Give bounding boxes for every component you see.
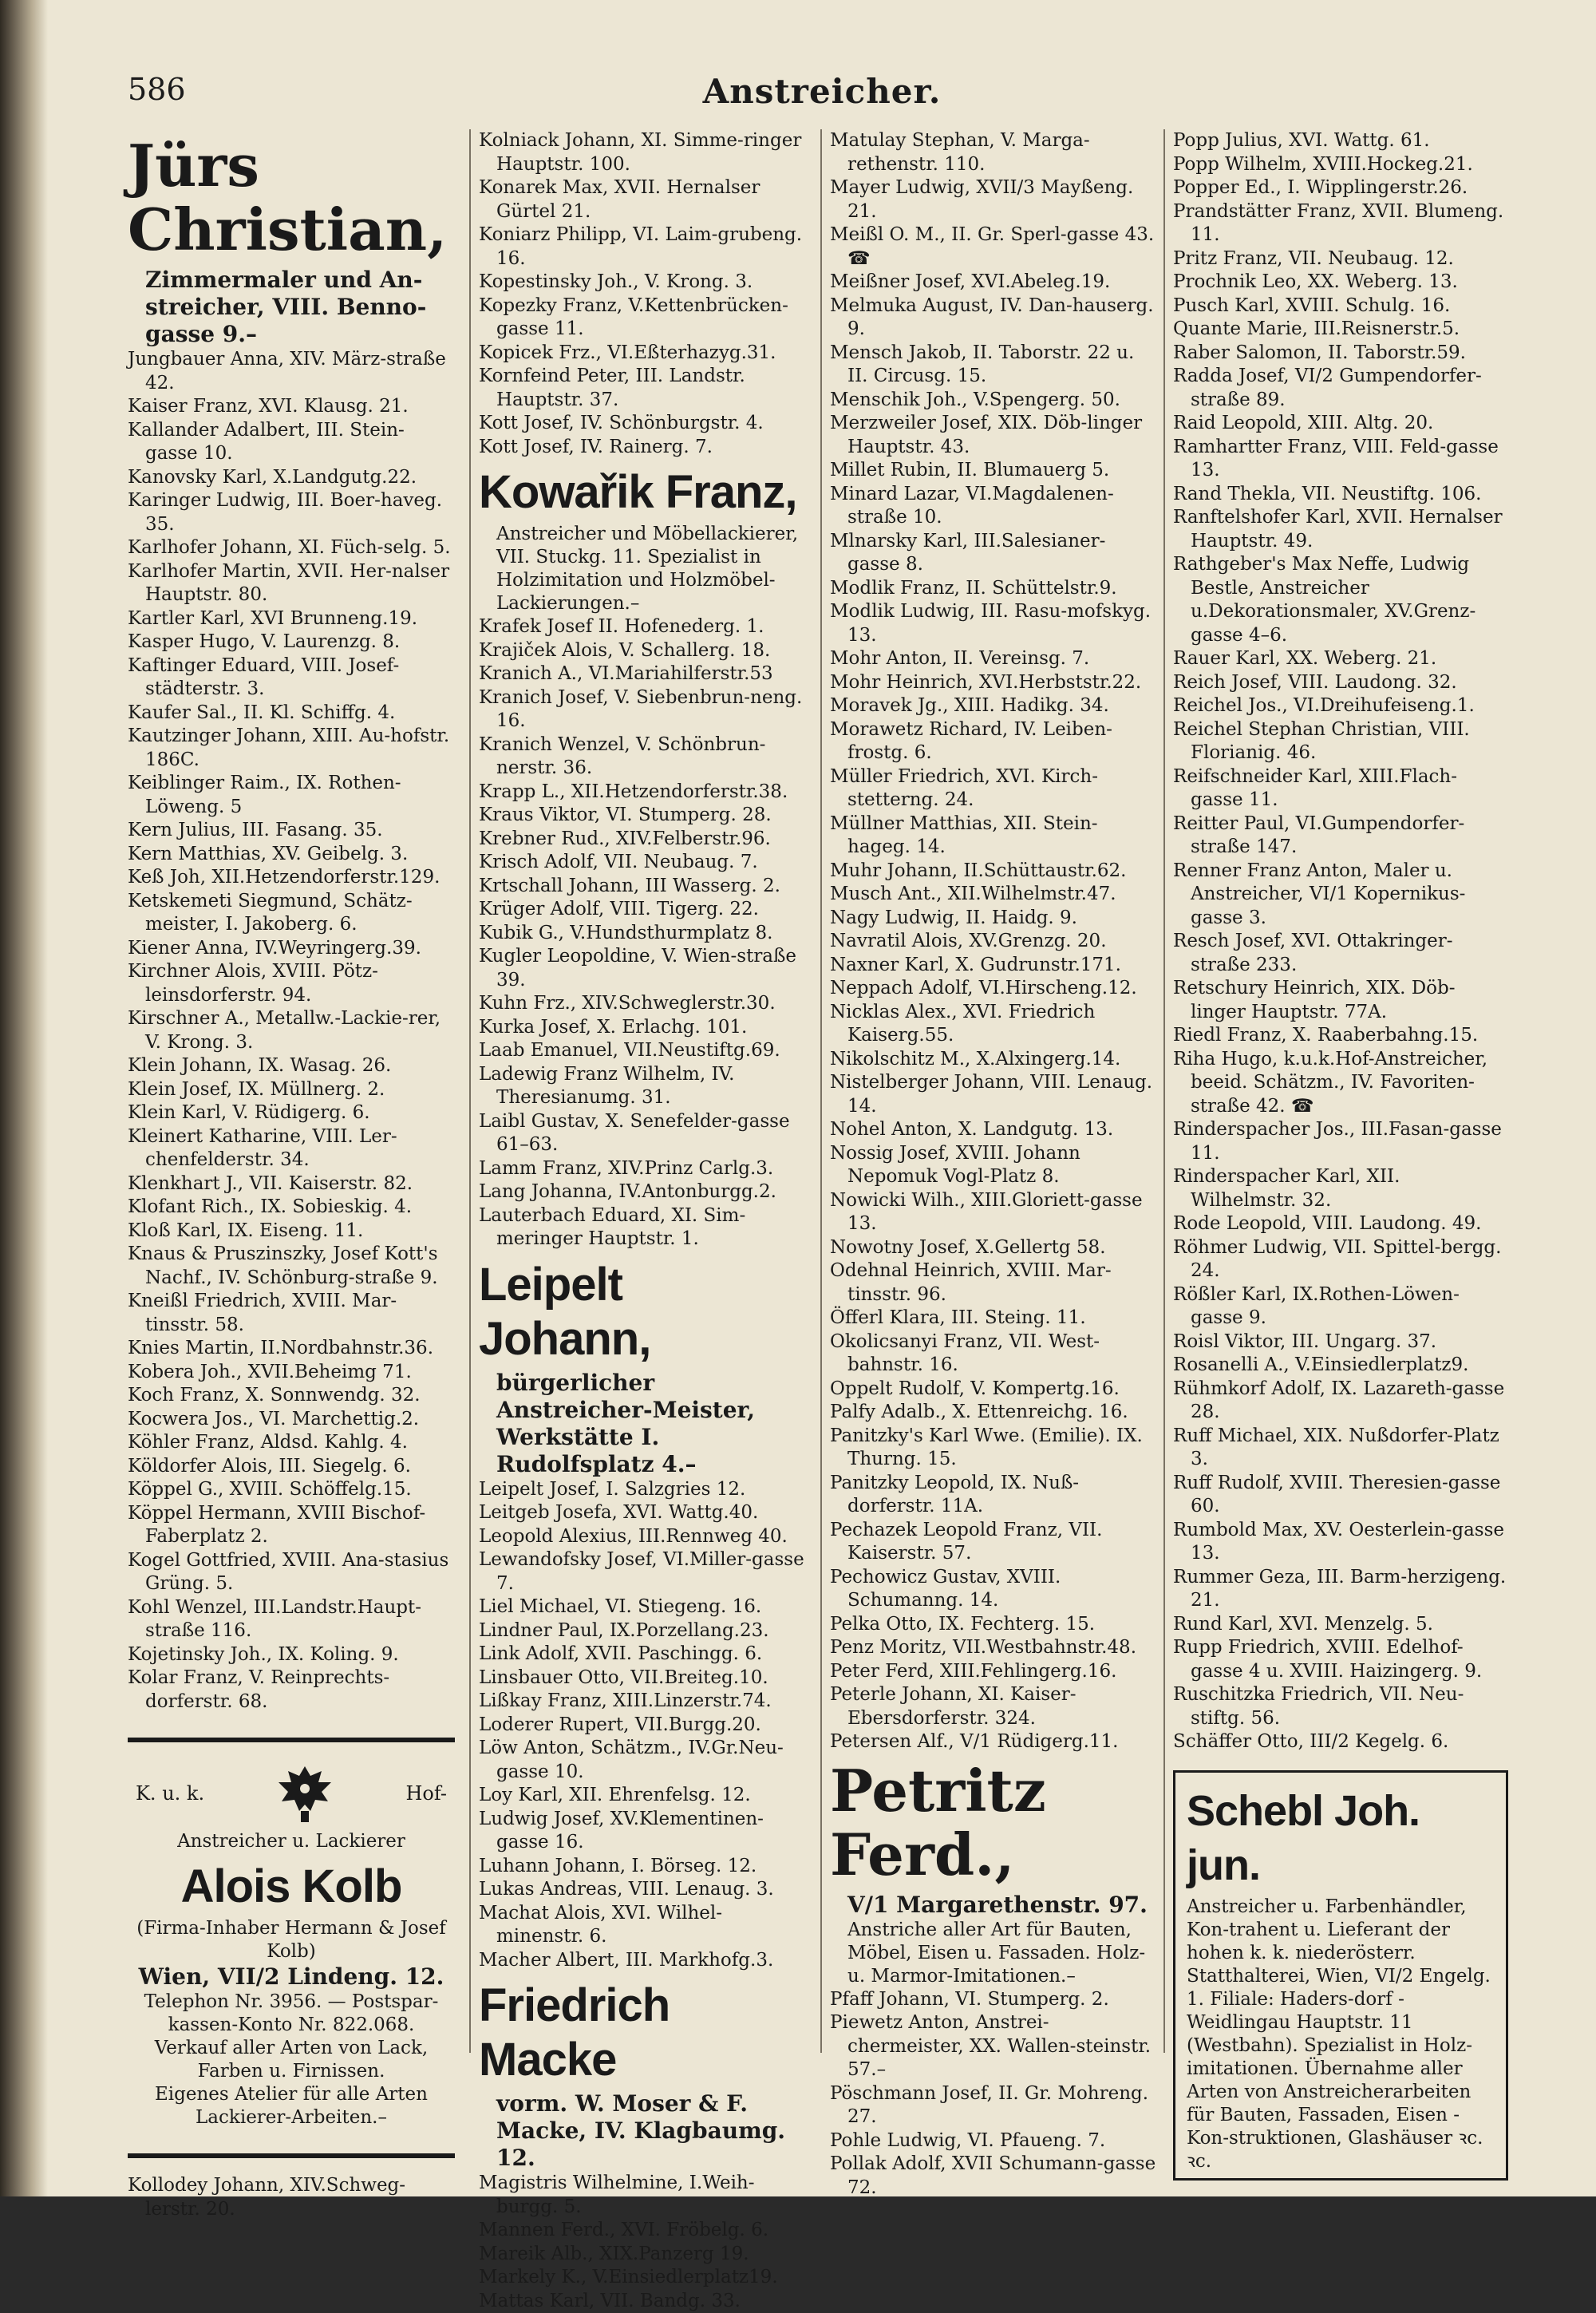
list-item: Kautzinger Johann, XIII. Au-hofstr. 186C.	[128, 725, 455, 772]
list-item: Kojetinsky Joh., IX. Koling. 9.	[128, 1643, 455, 1667]
list-item: Morawetz Richard, IV. Leiben-frostg. 6.	[830, 718, 1157, 765]
list-item: Kranich Josef, V. Siebenbrun-neng. 16.	[479, 686, 806, 733]
ad-schebl-text: Anstreicher u. Farbenhändler, Kon-trahent u. Lieferant der hohen k. k. niederösterr. Statthalterei, Wien, VI/2 Engelg. 1. Filiale: Haders-dorf - Weidlingau Hauptstr. 11 (Westbahn). Spezialist in Holz-imitationen. Übernahme aller Arten von Anstreicherarbeiten für Bauten, Fassaden, Eisen - Kon-struktionen, Glashäuser ꝛc. ꝛc.	[1187, 1896, 1495, 2173]
ad-schebl-name: Schebl Joh. jun.	[1187, 1784, 1495, 1892]
list-item: Melmuka August, IV. Dan-hauserg. 9.	[830, 295, 1157, 342]
ad-kolb-line1: Anstreicher u. Lackierer	[128, 1830, 455, 1853]
separator-rule	[128, 2153, 455, 2158]
list-item: Löw Anton, Schätzm., IV.Gr.Neu-gasse 10.	[479, 1737, 806, 1784]
list-item: Link Adolf, XVII. Paschingg. 6.	[479, 1643, 806, 1667]
double-eagle-icon	[269, 1758, 341, 1830]
list-item: Panitzky's Karl Wwe. (Emilie). IX. Thurng. 15.	[830, 1425, 1157, 1472]
list-item: Prandstätter Franz, XVII. Blumeng. 11.	[1173, 200, 1508, 247]
list-item: Mlnarsky Karl, III.Salesianer-gasse 8.	[830, 530, 1157, 577]
list-item: Nagy Ludwig, II. Haidg. 9.	[830, 907, 1157, 931]
list-item: Merzweiler Josef, XIX. Döb-linger Hauptstr. 43.	[830, 412, 1157, 459]
column-divider	[469, 129, 471, 2053]
list-item: Pöschmann Josef, II. Gr. Mohreng. 27.	[830, 2082, 1157, 2129]
list-item: Renner Franz Anton, Maler u. Anstreicher, VI/1 Kopernikus-gasse 3.	[1173, 860, 1508, 931]
page-title: Anstreicher.	[128, 72, 1516, 111]
list-item: Rößler Karl, IX.Rothen-Löwen-gasse 9.	[1173, 1283, 1508, 1330]
ad-kolb-kuk-line	[128, 1758, 455, 1830]
list-item: Loy Karl, XII. Ehrenfelsg. 12.	[479, 1784, 806, 1808]
list-item: Karlhofer Martin, XVII. Her-nalser Hauptstr. 80.	[128, 560, 455, 607]
list-item: Ramhartter Franz, VIII. Feld-gasse 13.	[1173, 436, 1508, 483]
list-item: Oppelt Rudolf, V. Kompertg.16.	[830, 1378, 1157, 1402]
list-item: Riedl Franz, X. Raaberbahng.15.	[1173, 1024, 1508, 1048]
list-item: Liel Michael, VI. Stiegeng. 16.	[479, 1595, 806, 1619]
list-item: Roisl Viktor, III. Ungarg. 37.	[1173, 1330, 1508, 1354]
list-item: Ladewig Franz Wilhelm, IV. Theresianumg. 31.	[479, 1063, 806, 1110]
ad-juers-name: Jürs Christian,	[128, 134, 455, 262]
list-item: Kopezky Franz, V.Kettenbrücken-gasse 11.	[479, 295, 806, 342]
list-item: Müllner Matthias, XII. Stein-hageg. 14.	[830, 813, 1157, 860]
list-item: Piewetz Anton, Anstrei-chermeister, XX. Wallen-steinstr. 57.–	[830, 2011, 1157, 2082]
ad-juers-line: streicher, VIII. Benno-	[128, 294, 455, 321]
list-item: Penz Moritz, VII.Westbahnstr.48.	[830, 1636, 1157, 1660]
list-item: Retschury Heinrich, XIX. Döb-linger Hauptstr. 77A.	[1173, 977, 1508, 1024]
ad-macke	[479, 1979, 806, 2172]
entry-list	[128, 348, 455, 1714]
list-item: Riha Hugo, k.u.k.Hof-Anstreicher, beeid. Schätzm., IV. Favoriten-straße 42. ☎	[1173, 1048, 1508, 1119]
list-item: Kolniack Johann, XI. Simme-ringer Hauptstr. 100.	[479, 129, 806, 176]
list-item: Rinderspacher Jos., III.Fasan-gasse 11.	[1173, 1118, 1508, 1165]
list-item: Petersen Alf., V/1 Rüdigerg.11.	[830, 1730, 1157, 1754]
list-item: Linsbauer Otto, VII.Breiteg.10.	[479, 1667, 806, 1690]
list-item: Laibl Gustav, X. Senefelder-gasse 61–63.	[479, 1110, 806, 1157]
list-item: Kern Matthias, XV. Geibelg. 3.	[128, 843, 455, 867]
list-item: Reichel Stephan Christian, VIII. Florianig. 46.	[1173, 718, 1508, 765]
list-item: Rode Leopold, VIII. Laudong. 49.	[1173, 1212, 1508, 1236]
list-item: Leopold Alexius, III.Rennweg 40.	[479, 1525, 806, 1549]
ad-kolb-sale: Verkauf aller Arten von Lack, Farben u. Firnissen.	[128, 2037, 455, 2083]
list-item: Peterle Johann, XI. Kaiser-Ebersdorferstr. 324.	[830, 1683, 1157, 1730]
list-item: Mattas Karl, VII. Bandg. 33.	[479, 2290, 806, 2313]
ad-petritz	[830, 1759, 1157, 1988]
list-item: Rathgeber's Max Neffe, Ludwig Bestle, Anstreicher u.Dekorationsmaler, XV.Grenz-gasse 4–6.	[1173, 553, 1508, 647]
list-item: Pechowicz Gustav, XVIII. Schumanng. 14.	[830, 1566, 1157, 1613]
book-binding-edge	[0, 0, 48, 2196]
page-header	[128, 72, 1516, 128]
list-item: Lauterbach Eduard, XI. Sim-meringer Hauptstr. 1.	[479, 1204, 806, 1251]
list-item: Krisch Adolf, VII. Neubaug. 7.	[479, 851, 806, 875]
ad-juers-line: gasse 9.–	[128, 321, 455, 348]
list-item: Nowicki Wilh., XIII.Gloriett-gasse 13.	[830, 1189, 1157, 1236]
list-item: Ruschitzka Friedrich, VII. Neu-stiftg. 56.	[1173, 1683, 1508, 1730]
list-item: Krafek Josef II. Hofenederg. 1.	[479, 615, 806, 639]
list-item: Krtschall Johann, III Wasserg. 2.	[479, 875, 806, 899]
list-item: Kugler Leopoldine, V. Wien-straße 39.	[479, 945, 806, 992]
list-item: Popp Julius, XVI. Wattg. 61.	[1173, 129, 1508, 153]
ad-kolb	[128, 1758, 455, 2129]
list-item: Kubik G., V.Hundsthurmplatz 8.	[479, 922, 806, 946]
list-item: Nikolschitz M., X.Alxingerg.14.	[830, 1048, 1157, 1072]
entry-list	[479, 2172, 806, 2313]
list-item: Popper Ed., I. Wipplingerstr.26.	[1173, 176, 1508, 200]
ad-leipelt-name: Leipelt Johann,	[479, 1258, 806, 1366]
ad-kolb-kuk-right: Hof-	[405, 1782, 447, 1806]
list-item: Matulay Stephan, V. Marga-rethenstr. 110.	[830, 129, 1157, 176]
list-item: Neppach Adolf, VI.Hirscheng.12.	[830, 977, 1157, 1001]
list-item: Modlik Franz, II. Schüttelstr.9.	[830, 577, 1157, 601]
list-item: Kranich A., VI.Mariahilferstr.53	[479, 662, 806, 686]
list-item: Kirchner Alois, XVIII. Pötz-leinsdorferstr. 94.	[128, 960, 455, 1007]
list-item: Kuhn Frz., XIV.Schweglerstr.30.	[479, 992, 806, 1016]
separator-rule	[128, 1738, 455, 1742]
list-item: Peter Ferd, XIII.Fehlingerg.16.	[830, 1660, 1157, 1684]
list-item: Knaus & Pruszinszky, Josef Kott's Nachf., IV. Schönburg-straße 9.	[128, 1243, 455, 1290]
list-item: Pfaff Johann, VI. Stumperg. 2.	[830, 1988, 1157, 2012]
list-item: Köldorfer Alois, III. Siegelg. 6.	[128, 1455, 455, 1479]
list-item: Mohr Heinrich, XVI.Herbststr.22.	[830, 671, 1157, 695]
list-item: Musch Ant., XII.Wilhelmstr.47.	[830, 883, 1157, 907]
list-item: Nistelberger Johann, VIII. Lenaug. 14.	[830, 1071, 1157, 1118]
list-item: Lindner Paul, IX.Porzellang.23.	[479, 1619, 806, 1643]
ad-kolb-owners: (Firma-Inhaber Hermann & Josef Kolb)	[128, 1917, 455, 1963]
list-item: Mensch Jakob, II. Taborstr. 22 u. II. Circusg. 15.	[830, 342, 1157, 389]
list-item: Luhann Johann, I. Börseg. 12.	[479, 1855, 806, 1879]
list-item: Köppel Hermann, XVIII Bischof-Faberplatz 2.	[128, 1502, 455, 1549]
list-item: Konarek Max, XVII. Hernalser Gürtel 21.	[479, 176, 806, 223]
list-item: Millet Rubin, II. Blumauerg 5.	[830, 459, 1157, 483]
list-item: Lamm Franz, XIV.Prinz Carlg.3.	[479, 1157, 806, 1181]
ad-juers-line: Zimmermaler und An-	[128, 267, 455, 294]
column-3	[830, 129, 1157, 2101]
ad-kowarik-name: Kowařik Franz,	[479, 465, 806, 520]
list-item: Kopicek Frz., VI.Eßterhazyg.31.	[479, 342, 806, 366]
list-item: Rupp Friedrich, XVIII. Edelhof-gasse 4 u. XVIII. Haizingerg. 9.	[1173, 1636, 1508, 1683]
ad-schebl	[1173, 1770, 1508, 2181]
list-item: Kallander Adalbert, III. Stein-gasse 10.	[128, 419, 455, 466]
list-item: Ruff Michael, XIX. Nußdorfer-Platz 3.	[1173, 1425, 1508, 1472]
list-item: Krapp L., XII.Hetzendorferstr.38.	[479, 781, 806, 805]
list-item: Kanovsky Karl, X.Landgutg.22.	[128, 466, 455, 490]
list-item: Kloß Karl, IX. Eiseng. 11.	[128, 1220, 455, 1243]
list-item: Leipelt Josef, I. Salzgries 12.	[479, 1478, 806, 1502]
list-item: Raber Salomon, II. Taborstr.59.	[1173, 342, 1508, 366]
list-item: Kolar Franz, V. Reinprechts-dorferstr. 68.	[128, 1667, 455, 1714]
column-1	[128, 129, 455, 2101]
list-item: Muhr Johann, II.Schüttaustr.62.	[830, 860, 1157, 884]
list-item: Reichel Jos., VI.Dreihufeiseng.1.	[1173, 694, 1508, 718]
list-item: Okolicsanyi Franz, VII. West-bahnstr. 16.	[830, 1330, 1157, 1378]
list-item: Krajiček Alois, V. Schallerg. 18.	[479, 639, 806, 663]
ad-kolb-kuk-left: K. u. k.	[136, 1782, 204, 1806]
list-item: Köhler Franz, Aldsd. Kahlg. 4.	[128, 1431, 455, 1455]
ad-kolb-phone: Telephon Nr. 3956. — Postspar-kassen-Konto Nr. 822.068.	[128, 1991, 455, 2037]
list-item: Menschik Joh., V.Spengerg. 50.	[830, 389, 1157, 413]
list-item: Mayer Ludwig, XVII/3 Mayßeng. 21.	[830, 176, 1157, 223]
list-item: Koch Franz, X. Sonnwendg. 32.	[128, 1384, 455, 1408]
list-item: Resch Josef, XVI. Ottakringer-straße 233.	[1173, 930, 1508, 977]
list-item: Machat Alois, XVI. Wilhel-minenstr. 6.	[479, 1902, 806, 1949]
list-item: Ruff Rudolf, XVIII. Theresien-gasse 60.	[1173, 1472, 1508, 1519]
list-item: Kranich Wenzel, V. Schönbrun-nerstr. 36.	[479, 733, 806, 781]
list-item: Nossig Josef, XVIII. Johann Nepomuk Vogl-Platz 8.	[830, 1142, 1157, 1189]
column-divider	[820, 129, 822, 2053]
list-item: Kern Julius, III. Fasang. 35.	[128, 819, 455, 843]
list-item: Kohl Wenzel, III.Landstr.Haupt-straße 116.	[128, 1596, 455, 1643]
list-item: Loderer Rupert, VII.Burgg.20.	[479, 1714, 806, 1738]
list-item: Markely K., V.Einsiedlerplatz19.	[479, 2266, 806, 2290]
list-item: Schäffer Otto, III/2 Kegelg. 6.	[1173, 1730, 1508, 1754]
list-item: Knies Martin, II.Nordbahnstr.36.	[128, 1337, 455, 1361]
list-item: Krebner Rud., XIV.Felberstr.96.	[479, 828, 806, 852]
list-item: Pechazek Leopold Franz, VII. Kaiserstr. 57.	[830, 1519, 1157, 1566]
list-item: Kneißl Friedrich, XVIII. Mar-tinsstr. 58.	[128, 1290, 455, 1337]
list-item: Kaufer Sal., II. Kl. Schiffg. 4.	[128, 702, 455, 726]
list-item: Moravek Jg., XIII. Hadikg. 34.	[830, 694, 1157, 718]
list-item: Kopestinsky Joh., V. Krong. 3.	[479, 271, 806, 295]
ad-juers	[128, 134, 455, 348]
entry-list	[1173, 129, 1508, 1754]
list-item: Krüger Adolf, VIII. Tigerg. 22.	[479, 898, 806, 922]
list-item: Nohel Anton, X. Landgutg. 13.	[830, 1118, 1157, 1142]
list-item: Pusch Karl, XVIII. Schulg. 16.	[1173, 295, 1508, 318]
list-item: Röhmer Ludwig, VII. Spittel-bergg. 24.	[1173, 1236, 1508, 1283]
list-item: Prochnik Leo, XX. Weberg. 13.	[1173, 271, 1508, 295]
list-item: Magistris Wilhelmine, I.Weih-burgg. 5.	[479, 2172, 806, 2219]
list-item: Rinderspacher Karl, XII. Wilhelmstr. 32.	[1173, 1165, 1508, 1212]
entry-list	[830, 1988, 1157, 2200]
list-item: Pritz Franz, VII. Neubaug. 12.	[1173, 247, 1508, 271]
list-item: Reifschneider Karl, XIII.Flach-gasse 11.	[1173, 765, 1508, 813]
list-item: Lukas Andreas, VIII. Lenaug. 3.	[479, 1878, 806, 1902]
entry-list	[479, 615, 806, 1251]
list-item: Klenkhart J., VII. Kaiserstr. 82.	[128, 1172, 455, 1196]
list-item: Keiblinger Raim., IX. Rothen-Löweng. 5	[128, 772, 455, 819]
list-item: Kollodey Johann, XIV.Schweg-lerstr. 20.	[128, 2174, 455, 2221]
list-item: Kleinert Katharine, VIII. Ler-chenfelderstr. 34.	[128, 1125, 455, 1172]
list-item: Jungbauer Anna, XIV. März-straße 42.	[128, 348, 455, 395]
column-2	[479, 129, 806, 2101]
list-item: Rummer Geza, III. Barm-herzigeng. 21.	[1173, 1566, 1508, 1613]
list-item: Navratil Alois, XV.Grenzg. 20.	[830, 930, 1157, 954]
list-item: Lang Johanna, IV.Antonburgg.2.	[479, 1180, 806, 1204]
ad-leipelt	[479, 1258, 806, 1478]
list-item: Kiener Anna, IV.Weyringerg.39.	[128, 937, 455, 961]
list-item: Pohle Ludwig, VI. Pfaueng. 7.	[830, 2129, 1157, 2153]
list-item: Ranftelshofer Karl, XVII. Hernalser Hauptstr. 49.	[1173, 506, 1508, 553]
list-item: Karlhofer Johann, XI. Füch-selg. 5.	[128, 536, 455, 560]
list-item: Mohr Anton, II. Vereinsg. 7.	[830, 647, 1157, 671]
ad-kolb-atelier: Eigenes Atelier für alle Arten Lackierer-Arbeiten.–	[128, 2083, 455, 2129]
entry-list	[479, 1478, 806, 1973]
list-item: Kogel Gottfried, XVIII. Ana-stasius Grüng. 5.	[128, 1549, 455, 1596]
list-item: Panitzky Leopold, IX. Nuß-dorferstr. 11A.	[830, 1472, 1157, 1519]
ad-petritz-text: Anstriche aller Art für Bauten, Möbel, Eisen u. Fassaden. Holz- u. Marmor-Imitationen.–	[830, 1919, 1157, 1988]
entry-list	[479, 129, 806, 459]
ad-kolb-name: Alois Kolb	[128, 1860, 455, 1914]
list-item: Modlik Ludwig, III. Rasu-mofskyg. 13.	[830, 600, 1157, 647]
list-item: Lewandofsky Josef, VI.Miller-gasse 7.	[479, 1548, 806, 1595]
list-item: Kobera Joh., XVII.Beheimg 71.	[128, 1361, 455, 1385]
list-item: Rund Karl, XVI. Menzelg. 5.	[1173, 1613, 1508, 1637]
list-item: Radda Josef, VI/2 Gumpendorfer-straße 89.	[1173, 365, 1508, 412]
list-item: Pollak Adolf, XVII Schumann-gasse 72.	[830, 2153, 1157, 2200]
list-item: Naxner Karl, X. Gudrunstr.171.	[830, 954, 1157, 978]
list-item: Kurka Josef, X. Erlachg. 101.	[479, 1016, 806, 1040]
list-item: Keß Joh, XII.Hetzendorferstr.129.	[128, 866, 455, 890]
list-item: Nowotny Josef, X.Gellertg 58.	[830, 1236, 1157, 1260]
ad-kowarik-text: Anstreicher und Möbellackierer, VII. Stuckg. 11. Spezialist in Holzimitation und Holzmöbel-Lackierungen.–	[479, 523, 806, 615]
list-item: Öfferl Klara, III. Steing. 11.	[830, 1307, 1157, 1330]
page-number: 586	[128, 72, 186, 107]
list-item: Kott Josef, IV. Schönburgstr. 4.	[479, 412, 806, 436]
ad-leipelt-text: bürgerlicher Anstreicher-Meister, Werkstätte I. Rudolfsplatz 4.–	[479, 1370, 806, 1478]
list-item: Klofant Rich., IX. Sobieskig. 4.	[128, 1196, 455, 1220]
entry-list	[830, 129, 1157, 1754]
list-item: Macher Albert, III. Markhofg.3.	[479, 1949, 806, 1973]
column-divider	[1163, 129, 1165, 2053]
ad-petritz-address: V/1 Margarethenstr. 97.	[830, 1892, 1157, 1919]
list-item: Kasper Hugo, V. Laurenzg. 8.	[128, 631, 455, 654]
list-item: Rühmkorf Adolf, IX. Lazareth-gasse 28.	[1173, 1378, 1508, 1425]
list-item: Köppel G., XVIII. Schöffelg.15.	[128, 1478, 455, 1502]
list-item: Quante Marie, III.Reisnerstr.5.	[1173, 318, 1508, 342]
list-item: Klein Josef, IX. Müllnerg. 2.	[128, 1078, 455, 1102]
list-item: Kornfeind Peter, III. Landstr. Hauptstr. 37.	[479, 365, 806, 412]
list-item: Klein Johann, IX. Wasag. 26.	[128, 1054, 455, 1078]
list-item: Minard Lazar, VI.Magdalenen-straße 10.	[830, 483, 1157, 530]
ad-macke-name: Friedrich Macke	[479, 1979, 806, 2087]
list-item: Kaiser Franz, XVI. Klausg. 21.	[128, 395, 455, 419]
list-item: Raid Leopold, XIII. Altg. 20.	[1173, 412, 1508, 436]
list-item: Mareik Alb., XIX.Panzerg 19.	[479, 2243, 806, 2267]
list-item: Karinger Ludwig, III. Boer-haveg. 35.	[128, 489, 455, 536]
ad-kolb-address: Wien, VII/2 Lindeng. 12.	[128, 1963, 455, 1991]
ad-kowarik	[479, 465, 806, 615]
list-item: Nicklas Alex., XVI. Friedrich Kaiserg.55.	[830, 1001, 1157, 1048]
ad-macke-text: vorm. W. Moser & F. Macke, IV. Klagbaumg. 12.	[479, 2090, 806, 2172]
list-item: Koniarz Philipp, VI. Laim-grubeng. 16.	[479, 223, 806, 271]
list-item: Lißkay Franz, XIII.Linzerstr.74.	[479, 1690, 806, 1714]
list-item: Kartler Karl, XVI Brunneng.19.	[128, 607, 455, 631]
list-item: Kocwera Jos., VI. Marchettig.2.	[128, 1408, 455, 1432]
list-item: Klein Karl, V. Rüdigerg. 6.	[128, 1101, 455, 1125]
list-item: Ludwig Josef, XV.Klementinen-gasse 16.	[479, 1808, 806, 1855]
list-item: Kaftinger Eduard, VIII. Josef-städterstr. 3.	[128, 654, 455, 702]
list-item: Palfy Adalb., X. Ettenreichg. 16.	[830, 1401, 1157, 1425]
list-item: Reich Josef, VIII. Laudong. 32.	[1173, 671, 1508, 695]
ad-petritz-name: Petritz Ferd.,	[830, 1759, 1157, 1887]
list-item: Rand Thekla, VII. Neustiftg. 106.	[1173, 483, 1508, 507]
list-item: Odehnal Heinrich, XVIII. Mar-tinsstr. 96.	[830, 1259, 1157, 1307]
list-item: Rauer Karl, XX. Weberg. 21.	[1173, 647, 1508, 671]
list-item: Reitter Paul, VI.Gumpendorfer-straße 147.	[1173, 813, 1508, 860]
list-item: Leitgeb Josefa, XVI. Wattg.40.	[479, 1501, 806, 1525]
list-item: Kraus Viktor, VI. Stumperg. 28.	[479, 804, 806, 828]
list-item: Pelka Otto, IX. Fechterg. 15.	[830, 1613, 1157, 1637]
list-item: Rosanelli A., V.Einsiedlerplatz9.	[1173, 1354, 1508, 1378]
list-item: Kirschner A., Metallw.-Lackie-rer, V. Krong. 3.	[128, 1007, 455, 1054]
list-item: Meißner Josef, XVI.Abeleg.19.	[830, 271, 1157, 295]
list-item: Popp Wilhelm, XVIII.Hockeg.21.	[1173, 153, 1508, 177]
list-item: Mannen Ferd., XVI. Fröbelg. 6.	[479, 2219, 806, 2243]
list-item: Rumbold Max, XV. Oesterlein-gasse 13.	[1173, 1519, 1508, 1566]
list-item: Ketskemeti Siegmund, Schätz-meister, I. Jakoberg. 6.	[128, 890, 455, 937]
list-item: Kott Josef, IV. Rainerg. 7.	[479, 436, 806, 460]
list-item: Müller Friedrich, XVI. Kirch-stetterng. 24.	[830, 765, 1157, 813]
column-4	[1173, 129, 1508, 2101]
list-item: Laab Emanuel, VII.Neustiftg.69.	[479, 1039, 806, 1063]
list-item: Meißl O. M., II. Gr. Sperl-gasse 43. ☎	[830, 223, 1157, 271]
